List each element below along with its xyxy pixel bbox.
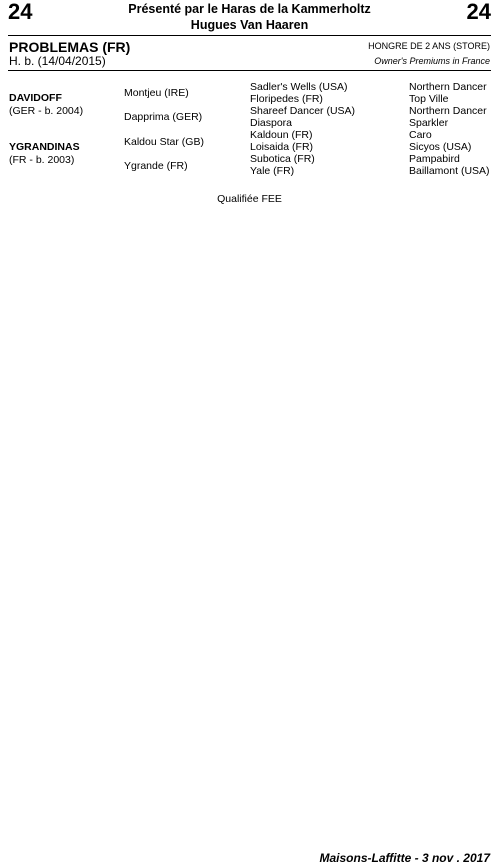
pedigree-g4-4: Caro: [409, 129, 432, 141]
pedigree-g3-0: Sadler's Wells (USA): [250, 81, 348, 93]
divider-bottom: [8, 70, 491, 71]
sire-info: (GER - b. 2004): [9, 105, 84, 117]
pedigree-g4-6: Pampabird: [409, 153, 460, 165]
pedigree-g3-7: Yale (FR): [250, 165, 295, 177]
pedigree-g3-2: Shareef Dancer (USA): [250, 105, 356, 117]
dam-name: YGRANDINAS: [9, 141, 80, 153]
pedigree-g2-1: Dapprima (GER): [124, 111, 203, 123]
sire-name: DAVIDOFF: [9, 92, 62, 104]
pedigree-table: [0, 80, 499, 180]
consignor-line-1: Présenté par le Haras de la Kammerholtz: [128, 2, 371, 16]
owners-premiums: Owner's Premiums in France: [374, 56, 490, 66]
pedigree-g2-2: Kaldou Star (GB): [124, 136, 204, 148]
qualification: Qualifiée FEE: [217, 193, 282, 205]
pedigree-g4-2: Northern Dancer: [409, 105, 487, 117]
dam-info: (FR - b. 2003): [9, 154, 75, 166]
pedigree-g3-5: Loisaida (FR): [250, 141, 314, 153]
pedigree-g4-0: Northern Dancer: [409, 81, 487, 93]
sale-footer: Maisons-Laffitte - 3 nov . 2017: [319, 851, 490, 865]
pedigree-g4-5: Sicyos (USA): [409, 141, 472, 153]
sale-category: HONGRE DE 2 ANS (STORE): [368, 41, 490, 51]
pedigree-g2-0: Montjeu (IRE): [124, 87, 189, 99]
pedigree-g4-1: Top Ville: [409, 93, 449, 105]
pedigree-g3-4: Kaldoun (FR): [250, 129, 313, 141]
pedigree-g4-7: Baillamont (USA): [409, 165, 490, 177]
pedigree-g3-6: Subotica (FR): [250, 153, 315, 165]
consignor-block: [70, 1, 429, 33]
lot-number-left: 24: [8, 0, 33, 24]
pedigree-g3-3: Diaspora: [250, 117, 293, 129]
horse-name: PROBLEMAS (FR): [9, 39, 131, 55]
divider-top: [8, 35, 491, 36]
horse-details: H. b. (14/04/2015): [9, 54, 106, 68]
lot-number-right: 24: [466, 0, 491, 24]
consignor-line-2: Hugues Van Haaren: [190, 18, 309, 32]
pedigree-g2-3: Ygrande (FR): [124, 160, 188, 172]
pedigree-g3-1: Floripedes (FR): [250, 93, 323, 105]
pedigree-g4-3: Sparkler: [409, 117, 449, 129]
